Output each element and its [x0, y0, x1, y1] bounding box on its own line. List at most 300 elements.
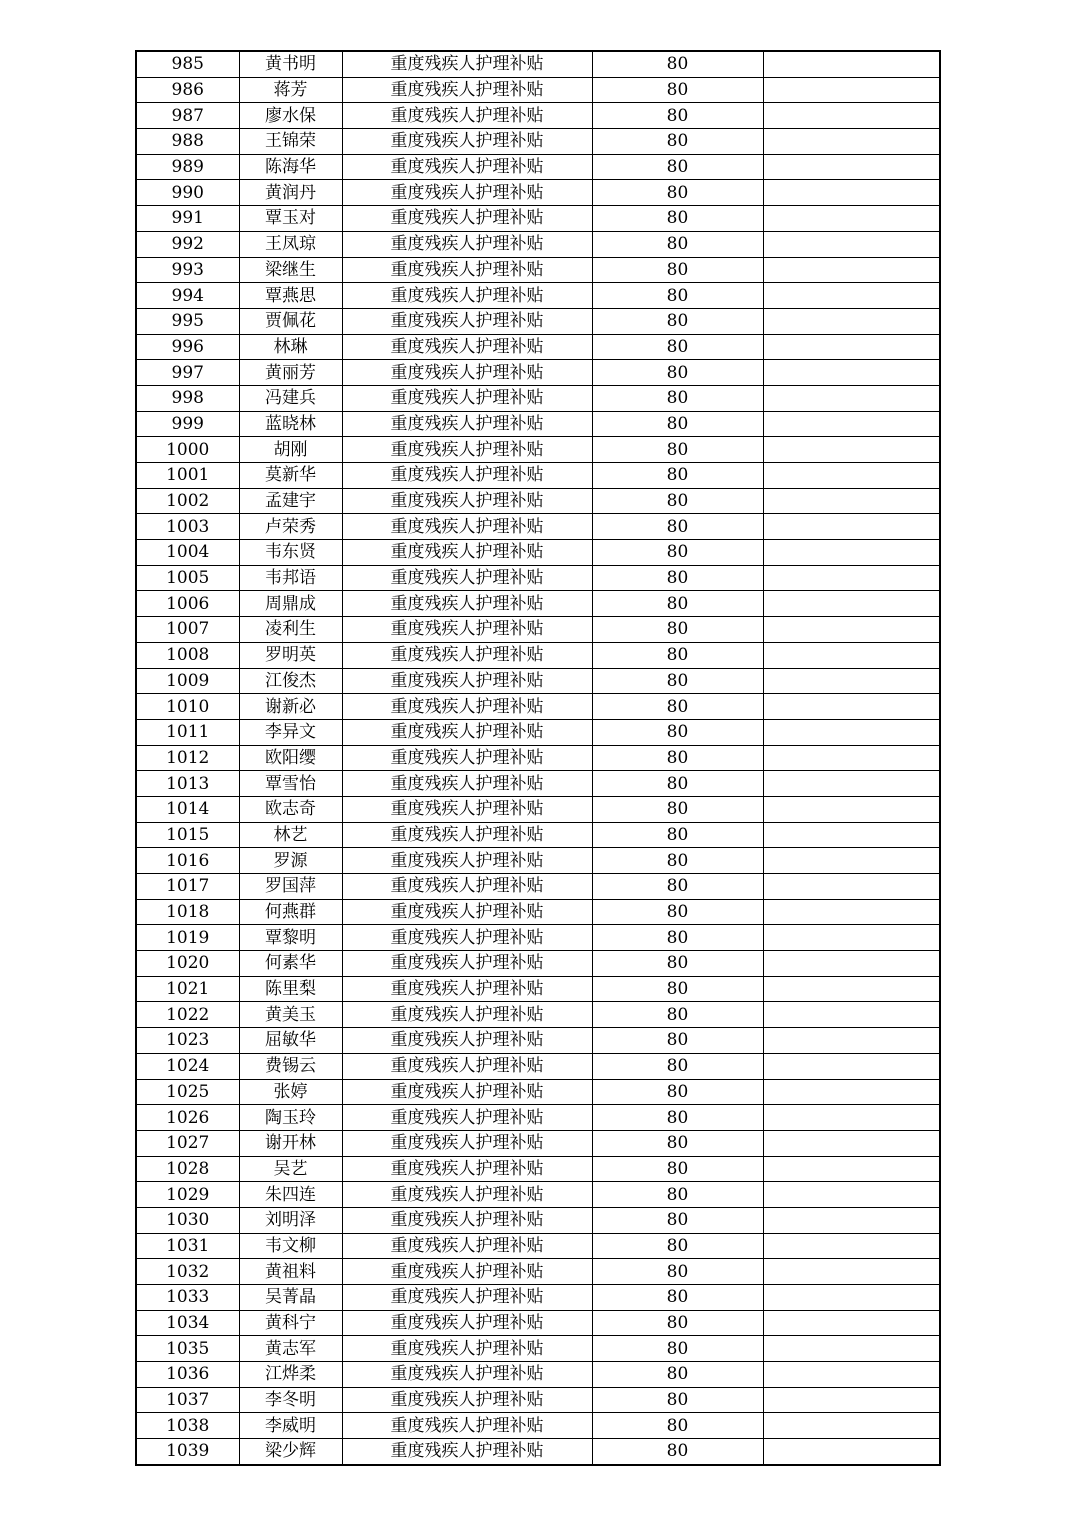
row-number-cell: 988	[136, 129, 239, 155]
row-number-cell: 1021	[136, 976, 239, 1002]
row-number-cell: 996	[136, 334, 239, 360]
table-row	[136, 1105, 940, 1131]
row-number-cell: 1003	[136, 514, 239, 540]
subsidy-type-cell: 重度残疾人护理补贴	[342, 745, 592, 771]
row-number-cell: 1011	[136, 719, 239, 745]
amount-cell: 80	[592, 976, 763, 1002]
subsidy-type-cell: 重度残疾人护理补贴	[342, 951, 592, 977]
name-cell: 屈敏华	[239, 1028, 342, 1054]
note-cell	[763, 514, 940, 540]
note-cell	[763, 385, 940, 411]
table-row	[136, 308, 940, 334]
table-row	[136, 1439, 940, 1465]
name-cell: 何燕群	[239, 899, 342, 925]
table-row	[136, 103, 940, 129]
amount-cell: 80	[592, 1362, 763, 1388]
row-number-cell: 999	[136, 411, 239, 437]
subsidy-type-cell: 重度残疾人护理补贴	[342, 642, 592, 668]
row-number-cell: 1019	[136, 925, 239, 951]
name-cell: 冯建兵	[239, 385, 342, 411]
table-row	[136, 1079, 940, 1105]
row-number-cell: 1012	[136, 745, 239, 771]
row-number-cell: 1016	[136, 848, 239, 874]
amount-cell: 80	[592, 642, 763, 668]
note-cell	[763, 180, 940, 206]
name-cell: 罗明英	[239, 642, 342, 668]
name-cell: 梁继生	[239, 257, 342, 283]
name-cell: 林艺	[239, 822, 342, 848]
note-cell	[763, 719, 940, 745]
row-number-cell: 1007	[136, 617, 239, 643]
note-cell	[763, 1259, 940, 1285]
table-row	[136, 925, 940, 951]
subsidy-type-cell: 重度残疾人护理补贴	[342, 437, 592, 463]
table-row	[136, 1362, 940, 1388]
name-cell: 江烨柔	[239, 1362, 342, 1388]
name-cell: 韦东贤	[239, 540, 342, 566]
subsidy-type-cell: 重度残疾人护理补贴	[342, 1105, 592, 1131]
table-row	[136, 822, 940, 848]
table-row	[136, 1130, 940, 1156]
table-row	[136, 1413, 940, 1439]
table-row	[136, 1336, 940, 1362]
row-number-cell: 1009	[136, 668, 239, 694]
row-number-cell: 1030	[136, 1207, 239, 1233]
amount-cell: 80	[592, 1028, 763, 1054]
note-cell	[763, 51, 940, 77]
table-row	[136, 231, 940, 257]
name-cell: 欧志奇	[239, 796, 342, 822]
amount-cell: 80	[592, 308, 763, 334]
table-row	[136, 951, 940, 977]
name-cell: 陶玉玲	[239, 1105, 342, 1131]
row-number-cell: 1028	[136, 1156, 239, 1182]
note-cell	[763, 334, 940, 360]
amount-cell: 80	[592, 951, 763, 977]
row-number-cell: 1038	[136, 1413, 239, 1439]
table-row	[136, 745, 940, 771]
note-cell	[763, 1387, 940, 1413]
table-row	[136, 899, 940, 925]
subsidy-type-cell: 重度残疾人护理补贴	[342, 1413, 592, 1439]
note-cell	[763, 925, 940, 951]
note-cell	[763, 1285, 940, 1311]
note-cell	[763, 951, 940, 977]
name-cell: 凌利生	[239, 617, 342, 643]
amount-cell: 80	[592, 1285, 763, 1311]
row-number-cell: 1039	[136, 1439, 239, 1465]
name-cell: 黄科宁	[239, 1310, 342, 1336]
name-cell: 何素华	[239, 951, 342, 977]
subsidy-type-cell: 重度残疾人护理补贴	[342, 103, 592, 129]
name-cell: 吴菁晶	[239, 1285, 342, 1311]
note-cell	[763, 206, 940, 232]
subsidy-type-cell: 重度残疾人护理补贴	[342, 1130, 592, 1156]
name-cell: 李冬明	[239, 1387, 342, 1413]
table-row	[136, 976, 940, 1002]
subsidy-type-cell: 重度残疾人护理补贴	[342, 565, 592, 591]
row-number-cell: 1001	[136, 463, 239, 489]
subsidy-type-cell: 重度残疾人护理补贴	[342, 694, 592, 720]
table-row	[136, 668, 940, 694]
table-row	[136, 180, 940, 206]
table-row	[136, 334, 940, 360]
amount-cell: 80	[592, 719, 763, 745]
note-cell	[763, 668, 940, 694]
subsidy-type-cell: 重度残疾人护理补贴	[342, 360, 592, 386]
note-cell	[763, 1105, 940, 1131]
subsidy-type-cell: 重度残疾人护理补贴	[342, 1336, 592, 1362]
row-number-cell: 1013	[136, 771, 239, 797]
amount-cell: 80	[592, 1233, 763, 1259]
row-number-cell: 1029	[136, 1182, 239, 1208]
table-row	[136, 129, 940, 155]
row-number-cell: 1004	[136, 540, 239, 566]
amount-cell: 80	[592, 1259, 763, 1285]
name-cell: 蒋芳	[239, 77, 342, 103]
row-number-cell: 1006	[136, 591, 239, 617]
amount-cell: 80	[592, 437, 763, 463]
note-cell	[763, 565, 940, 591]
table-row	[136, 848, 940, 874]
note-cell	[763, 617, 940, 643]
row-number-cell: 1025	[136, 1079, 239, 1105]
table-row	[136, 1053, 940, 1079]
name-cell: 胡刚	[239, 437, 342, 463]
subsidy-type-cell: 重度残疾人护理补贴	[342, 1439, 592, 1465]
amount-cell: 80	[592, 617, 763, 643]
table-row	[136, 642, 940, 668]
row-number-cell: 1035	[136, 1336, 239, 1362]
amount-cell: 80	[592, 1105, 763, 1131]
table-row	[136, 1002, 940, 1028]
table-row	[136, 1028, 940, 1054]
row-number-cell: 986	[136, 77, 239, 103]
subsidy-type-cell: 重度残疾人护理补贴	[342, 334, 592, 360]
note-cell	[763, 411, 940, 437]
name-cell: 李威明	[239, 1413, 342, 1439]
table-row	[136, 154, 940, 180]
name-cell: 廖水保	[239, 103, 342, 129]
row-number-cell: 989	[136, 154, 239, 180]
note-cell	[763, 257, 940, 283]
row-number-cell: 994	[136, 283, 239, 309]
subsidy-type-cell: 重度残疾人护理补贴	[342, 206, 592, 232]
row-number-cell: 1027	[136, 1130, 239, 1156]
amount-cell: 80	[592, 1079, 763, 1105]
amount-cell: 80	[592, 1310, 763, 1336]
name-cell: 黄美玉	[239, 1002, 342, 1028]
note-cell	[763, 437, 940, 463]
subsidy-type-cell: 重度残疾人护理补贴	[342, 154, 592, 180]
name-cell: 张婷	[239, 1079, 342, 1105]
name-cell: 韦邦语	[239, 565, 342, 591]
note-cell	[763, 154, 940, 180]
row-number-cell: 991	[136, 206, 239, 232]
amount-cell: 80	[592, 1182, 763, 1208]
subsidy-type-cell: 重度残疾人护理补贴	[342, 925, 592, 951]
table-row	[136, 360, 940, 386]
name-cell: 覃燕思	[239, 283, 342, 309]
table-row	[136, 1387, 940, 1413]
amount-cell: 80	[592, 77, 763, 103]
note-cell	[763, 1028, 940, 1054]
note-cell	[763, 1336, 940, 1362]
row-number-cell: 998	[136, 385, 239, 411]
row-number-cell: 1017	[136, 874, 239, 900]
name-cell: 黄书明	[239, 51, 342, 77]
name-cell: 谢开林	[239, 1130, 342, 1156]
amount-cell: 80	[592, 540, 763, 566]
row-number-cell: 1037	[136, 1387, 239, 1413]
amount-cell: 80	[592, 796, 763, 822]
row-number-cell: 1005	[136, 565, 239, 591]
subsidy-type-cell: 重度残疾人护理补贴	[342, 976, 592, 1002]
note-cell	[763, 1413, 940, 1439]
subsidy-type-cell: 重度残疾人护理补贴	[342, 1002, 592, 1028]
row-number-cell: 1026	[136, 1105, 239, 1131]
subsidy-type-cell: 重度残疾人护理补贴	[342, 1362, 592, 1388]
note-cell	[763, 308, 940, 334]
table-row	[136, 771, 940, 797]
subsidy-type-cell: 重度残疾人护理补贴	[342, 231, 592, 257]
row-number-cell: 1036	[136, 1362, 239, 1388]
subsidy-type-cell: 重度残疾人护理补贴	[342, 848, 592, 874]
table-row	[136, 1207, 940, 1233]
amount-cell: 80	[592, 180, 763, 206]
amount-cell: 80	[592, 129, 763, 155]
subsidy-type-cell: 重度残疾人护理补贴	[342, 1079, 592, 1105]
row-number-cell: 1010	[136, 694, 239, 720]
amount-cell: 80	[592, 1156, 763, 1182]
note-cell	[763, 283, 940, 309]
note-cell	[763, 103, 940, 129]
subsidy-type-cell: 重度残疾人护理补贴	[342, 796, 592, 822]
subsidy-type-cell: 重度残疾人护理补贴	[342, 1182, 592, 1208]
subsidy-type-cell: 重度残疾人护理补贴	[342, 411, 592, 437]
row-number-cell: 1033	[136, 1285, 239, 1311]
name-cell: 李异文	[239, 719, 342, 745]
table-row	[136, 1233, 940, 1259]
subsidy-type-cell: 重度残疾人护理补贴	[342, 540, 592, 566]
name-cell: 王锦荣	[239, 129, 342, 155]
subsidy-type-cell: 重度残疾人护理补贴	[342, 77, 592, 103]
subsidy-type-cell: 重度残疾人护理补贴	[342, 1233, 592, 1259]
name-cell: 刘明泽	[239, 1207, 342, 1233]
name-cell: 欧阳缨	[239, 745, 342, 771]
table-row	[136, 540, 940, 566]
subsidy-type-cell: 重度残疾人护理补贴	[342, 129, 592, 155]
note-cell	[763, 1079, 940, 1105]
table-row	[136, 463, 940, 489]
note-cell	[763, 771, 940, 797]
note-cell	[763, 591, 940, 617]
name-cell: 蓝晓林	[239, 411, 342, 437]
table-row	[136, 411, 940, 437]
table-row	[136, 796, 940, 822]
subsidy-type-cell: 重度残疾人护理补贴	[342, 1028, 592, 1054]
subsidy-type-cell: 重度残疾人护理补贴	[342, 385, 592, 411]
table-row	[136, 257, 940, 283]
amount-cell: 80	[592, 385, 763, 411]
note-cell	[763, 1310, 940, 1336]
row-number-cell: 990	[136, 180, 239, 206]
note-cell	[763, 1439, 940, 1465]
amount-cell: 80	[592, 899, 763, 925]
note-cell	[763, 129, 940, 155]
subsidy-table	[135, 50, 941, 1466]
note-cell	[763, 488, 940, 514]
note-cell	[763, 1182, 940, 1208]
subsidy-type-cell: 重度残疾人护理补贴	[342, 771, 592, 797]
name-cell: 罗源	[239, 848, 342, 874]
subsidy-type-cell: 重度残疾人护理补贴	[342, 308, 592, 334]
table-row	[136, 565, 940, 591]
row-number-cell: 1014	[136, 796, 239, 822]
name-cell: 谢新必	[239, 694, 342, 720]
note-cell	[763, 745, 940, 771]
subsidy-type-cell: 重度残疾人护理补贴	[342, 1053, 592, 1079]
table-row	[136, 694, 940, 720]
table-row	[136, 874, 940, 900]
name-cell: 覃玉对	[239, 206, 342, 232]
name-cell: 陈里梨	[239, 976, 342, 1002]
name-cell: 陈海华	[239, 154, 342, 180]
subsidy-type-cell: 重度残疾人护理补贴	[342, 1207, 592, 1233]
subsidy-type-cell: 重度残疾人护理补贴	[342, 180, 592, 206]
name-cell: 卢荣秀	[239, 514, 342, 540]
name-cell: 孟建宇	[239, 488, 342, 514]
note-cell	[763, 899, 940, 925]
name-cell: 江俊杰	[239, 668, 342, 694]
note-cell	[763, 1362, 940, 1388]
subsidy-type-cell: 重度残疾人护理补贴	[342, 719, 592, 745]
subsidy-type-cell: 重度残疾人护理补贴	[342, 51, 592, 77]
amount-cell: 80	[592, 488, 763, 514]
note-cell	[763, 77, 940, 103]
amount-cell: 80	[592, 1413, 763, 1439]
table-row	[136, 1310, 940, 1336]
amount-cell: 80	[592, 874, 763, 900]
note-cell	[763, 540, 940, 566]
name-cell: 吴艺	[239, 1156, 342, 1182]
name-cell: 王凤琼	[239, 231, 342, 257]
name-cell: 黄丽芳	[239, 360, 342, 386]
amount-cell: 80	[592, 591, 763, 617]
row-number-cell: 985	[136, 51, 239, 77]
row-number-cell: 1000	[136, 437, 239, 463]
row-number-cell: 1023	[136, 1028, 239, 1054]
note-cell	[763, 642, 940, 668]
subsidy-type-cell: 重度残疾人护理补贴	[342, 617, 592, 643]
subsidy-type-cell: 重度残疾人护理补贴	[342, 283, 592, 309]
row-number-cell: 1024	[136, 1053, 239, 1079]
row-number-cell: 1015	[136, 822, 239, 848]
row-number-cell: 992	[136, 231, 239, 257]
table-row	[136, 283, 940, 309]
row-number-cell: 1020	[136, 951, 239, 977]
amount-cell: 80	[592, 154, 763, 180]
amount-cell: 80	[592, 360, 763, 386]
name-cell: 韦文柳	[239, 1233, 342, 1259]
table-row	[136, 719, 940, 745]
row-number-cell: 1031	[136, 1233, 239, 1259]
amount-cell: 80	[592, 745, 763, 771]
row-number-cell: 997	[136, 360, 239, 386]
amount-cell: 80	[592, 1130, 763, 1156]
subsidy-type-cell: 重度残疾人护理补贴	[342, 463, 592, 489]
table-row	[136, 617, 940, 643]
amount-cell: 80	[592, 411, 763, 437]
table-row	[136, 488, 940, 514]
subsidy-type-cell: 重度残疾人护理补贴	[342, 257, 592, 283]
table-row	[136, 1259, 940, 1285]
table-row	[136, 437, 940, 463]
table-row	[136, 51, 940, 77]
table-row	[136, 1156, 940, 1182]
subsidy-type-cell: 重度残疾人护理补贴	[342, 822, 592, 848]
amount-cell: 80	[592, 1439, 763, 1465]
name-cell: 黄润丹	[239, 180, 342, 206]
table-row	[136, 1182, 940, 1208]
note-cell	[763, 360, 940, 386]
amount-cell: 80	[592, 1002, 763, 1028]
table-row	[136, 385, 940, 411]
amount-cell: 80	[592, 771, 763, 797]
note-cell	[763, 822, 940, 848]
amount-cell: 80	[592, 257, 763, 283]
note-cell	[763, 463, 940, 489]
name-cell: 黄志军	[239, 1336, 342, 1362]
name-cell: 梁少辉	[239, 1439, 342, 1465]
note-cell	[763, 1053, 940, 1079]
amount-cell: 80	[592, 925, 763, 951]
subsidy-type-cell: 重度残疾人护理补贴	[342, 874, 592, 900]
note-cell	[763, 231, 940, 257]
table-row	[136, 514, 940, 540]
note-cell	[763, 1233, 940, 1259]
amount-cell: 80	[592, 694, 763, 720]
note-cell	[763, 874, 940, 900]
subsidy-type-cell: 重度残疾人护理补贴	[342, 668, 592, 694]
row-number-cell: 995	[136, 308, 239, 334]
row-number-cell: 1032	[136, 1259, 239, 1285]
subsidy-type-cell: 重度残疾人护理补贴	[342, 1285, 592, 1311]
amount-cell: 80	[592, 103, 763, 129]
name-cell: 林琳	[239, 334, 342, 360]
amount-cell: 80	[592, 1053, 763, 1079]
table-row	[136, 1285, 940, 1311]
subsidy-type-cell: 重度残疾人护理补贴	[342, 514, 592, 540]
table-row	[136, 77, 940, 103]
name-cell: 朱四连	[239, 1182, 342, 1208]
subsidy-type-cell: 重度残疾人护理补贴	[342, 1387, 592, 1413]
subsidy-type-cell: 重度残疾人护理补贴	[342, 1310, 592, 1336]
amount-cell: 80	[592, 206, 763, 232]
amount-cell: 80	[592, 334, 763, 360]
amount-cell: 80	[592, 565, 763, 591]
amount-cell: 80	[592, 463, 763, 489]
subsidy-type-cell: 重度残疾人护理补贴	[342, 1259, 592, 1285]
table-row	[136, 206, 940, 232]
subsidy-type-cell: 重度残疾人护理补贴	[342, 1156, 592, 1182]
note-cell	[763, 976, 940, 1002]
amount-cell: 80	[592, 1336, 763, 1362]
name-cell: 周鼎成	[239, 591, 342, 617]
amount-cell: 80	[592, 668, 763, 694]
row-number-cell: 1008	[136, 642, 239, 668]
name-cell: 莫新华	[239, 463, 342, 489]
